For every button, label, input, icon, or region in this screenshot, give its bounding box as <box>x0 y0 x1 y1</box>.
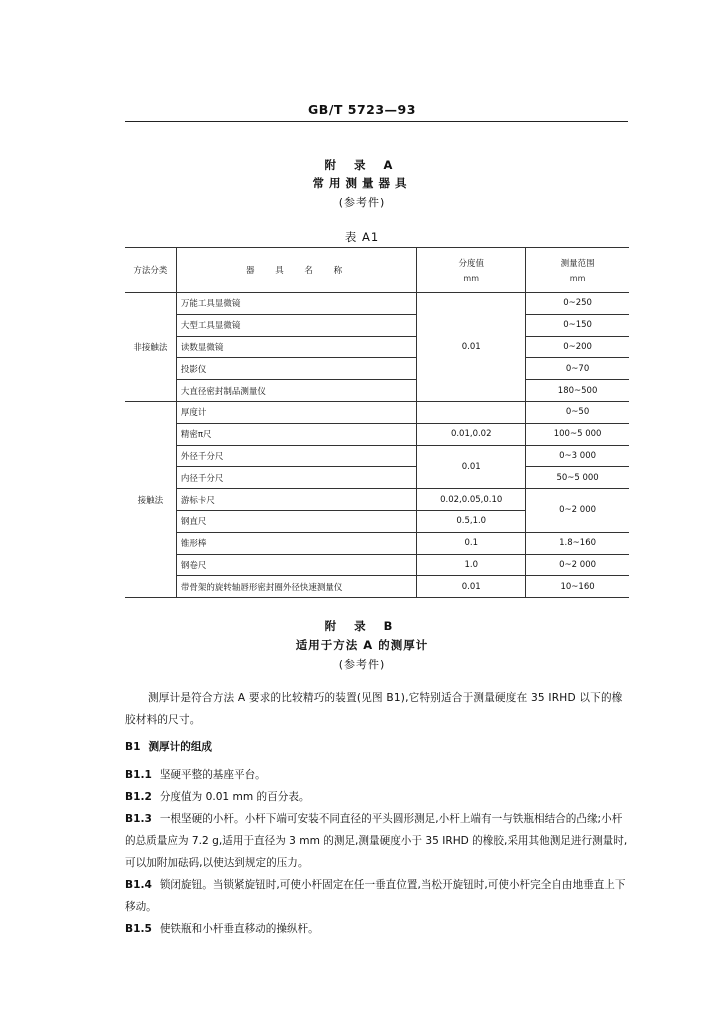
division-value: 0.5,1.0 <box>417 510 526 532</box>
table-row <box>125 314 629 336</box>
clause-b1-1 <box>125 764 629 786</box>
clause-b1-3 <box>125 808 629 874</box>
clause-b1-2 <box>125 786 629 808</box>
method-group-contact: 接触法 <box>125 401 176 597</box>
instrument-name: 读数显微镜 <box>176 336 416 358</box>
annex-a-title: 常用测量器具 <box>312 176 412 190</box>
measuring-range: 50~5 000 <box>526 467 629 489</box>
measuring-range: 0~200 <box>526 336 629 358</box>
division-value: 0.01 <box>417 445 526 489</box>
table-row <box>125 380 629 402</box>
clause-list <box>125 764 629 940</box>
measuring-range: 1.8~160 <box>526 532 629 554</box>
instrument-name: 钢直尺 <box>176 510 416 532</box>
table-row <box>125 532 629 554</box>
section-heading-b1 <box>125 736 629 758</box>
measuring-range: 0~70 <box>526 358 629 380</box>
clause-number: B1.3 <box>125 813 152 825</box>
table-row <box>125 293 629 315</box>
measuring-range: 0~2 000 <box>526 554 629 576</box>
header-division-unit: mm <box>463 274 480 283</box>
division-value: 1.0 <box>417 554 526 576</box>
table-row <box>125 423 629 445</box>
section-number: B1 <box>125 741 141 753</box>
clause-text: 坚硬平整的基座平台。 <box>159 769 266 781</box>
division-value: 0.01,0.02 <box>417 423 526 445</box>
clause-b1-5 <box>125 918 629 940</box>
section-title: 测厚计的组成 <box>148 741 213 753</box>
measuring-instruments-table <box>125 247 629 598</box>
instrument-name: 带骨架的旋转轴唇形密封圈外径快速测量仪 <box>176 576 416 598</box>
header-instrument-name: 器 具 名 称 <box>176 248 416 293</box>
instrument-name: 内径千分尺 <box>176 467 416 489</box>
annex-b-label: 附 录 B <box>324 619 400 633</box>
clause-text: 使铁瓶和小杆垂直移动的操纵杆。 <box>159 923 319 935</box>
measuring-range: 0~250 <box>526 293 629 315</box>
instrument-name: 大型工具显微镜 <box>176 314 416 336</box>
table-row <box>125 336 629 358</box>
measuring-range: 0~150 <box>526 314 629 336</box>
instrument-name: 钢卷尺 <box>176 554 416 576</box>
clause-number: B1.1 <box>125 769 152 781</box>
table-header-row <box>125 248 629 293</box>
annex-a-label: 附 录 A <box>324 158 400 172</box>
instrument-name: 万能工具显微镜 <box>176 293 416 315</box>
division-value: 0.1 <box>417 532 526 554</box>
table-row <box>125 401 629 423</box>
instrument-name: 外径千分尺 <box>176 445 416 467</box>
table-row <box>125 489 629 511</box>
table-row <box>125 467 629 489</box>
header-method: 方法分类 <box>125 248 176 293</box>
clause-number: B1.2 <box>125 791 152 803</box>
clause-number: B1.5 <box>125 923 152 935</box>
header-division-label: 分度值 <box>458 259 484 269</box>
header-range-label: 测量范围 <box>560 259 595 269</box>
clause-b1-4 <box>125 874 629 918</box>
division-value: 0.01 <box>417 576 526 598</box>
header-range-unit: mm <box>569 274 586 283</box>
clause-number: B1.4 <box>125 879 152 891</box>
table-row <box>125 445 629 467</box>
intro-paragraph: 测厚计是符合方法 A 要求的比较精巧的装置(见图 B1),它特别适合于测量硬度在 35 IRHD 以下的橡胶材料的尺寸。 <box>125 692 623 726</box>
measuring-range: 100~5 000 <box>526 423 629 445</box>
division-value: 0.01 <box>417 293 526 402</box>
header-range <box>526 248 629 293</box>
header-rule <box>125 121 628 122</box>
annex-b-note: (参考件) <box>338 658 386 671</box>
header-division <box>417 248 526 293</box>
instrument-name: 大直径密封制品测量仪 <box>176 380 416 402</box>
annex-a-note: (参考件) <box>338 196 386 209</box>
division-value <box>417 401 526 423</box>
instrument-name: 精密π尺 <box>176 423 416 445</box>
instrument-name: 锥形棒 <box>176 532 416 554</box>
clause-text: 分度值为 0.01 mm 的百分表。 <box>159 791 310 803</box>
measuring-range: 180~500 <box>526 380 629 402</box>
division-value: 0.02,0.05,0.10 <box>417 489 526 511</box>
method-group-non-contact: 非接触法 <box>125 293 176 402</box>
table-caption: 表 A1 <box>344 230 380 244</box>
standard-code: GB/T 5723—93 <box>308 102 416 117</box>
measuring-range: 0~50 <box>526 401 629 423</box>
annex-b-title: 适用于方法 A 的测厚计 <box>295 638 429 652</box>
table-row <box>125 554 629 576</box>
instrument-name: 厚度计 <box>176 401 416 423</box>
instrument-name: 游标卡尺 <box>176 489 416 511</box>
table-row <box>125 576 629 598</box>
table-row <box>125 358 629 380</box>
clause-text: 锁闭旋钮。当锁紧旋钮时,可使小杆固定在任一垂直位置,当松开旋钮时,可使小杆完全自由地垂直上下移动。 <box>125 879 626 913</box>
instrument-name: 投影仪 <box>176 358 416 380</box>
measuring-range: 0~3 000 <box>526 445 629 467</box>
measuring-range: 10~160 <box>526 576 629 598</box>
clause-text: 一根坚硬的小杆。小杆下端可安装不同直径的平头圆形测足,小杆上端有一与铁瓶相结合的凸缘;小杆的总质量应为 7.2 g,适用于直径为 3 mm 的测足,测量硬度小于 35 IRHD 的橡胶,采用其他测足进行测量时,可以加附加砝码,以使达到规定的压力。 <box>125 813 628 869</box>
measuring-range: 0~2 000 <box>526 489 629 533</box>
